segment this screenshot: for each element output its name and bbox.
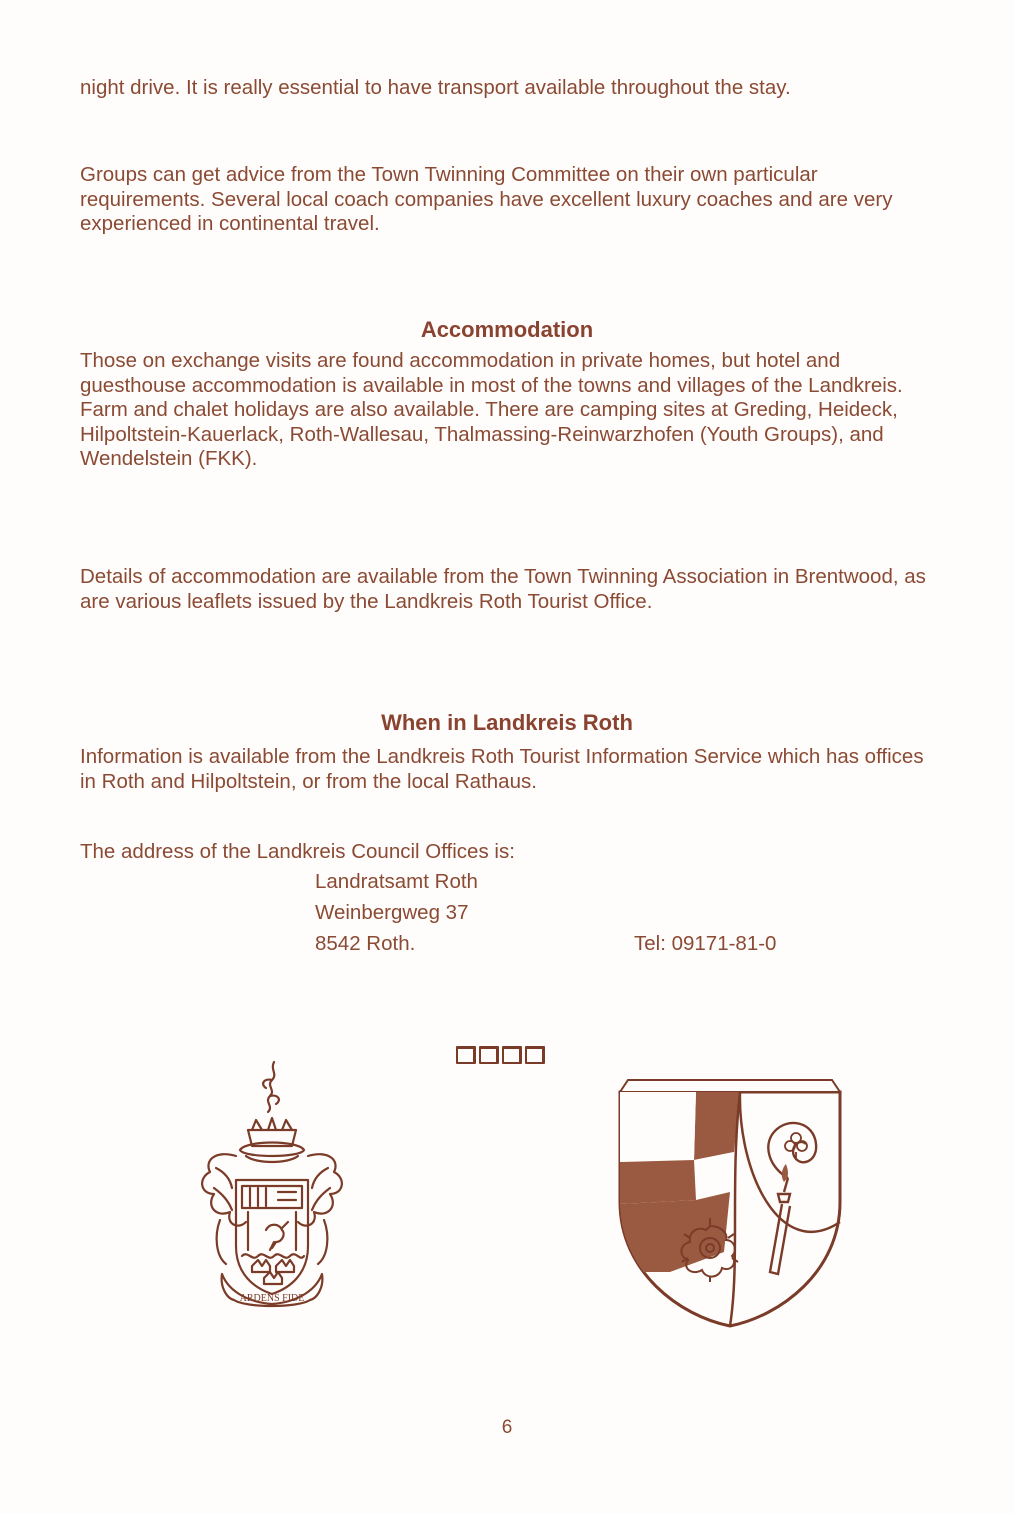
landkreis-paragraph-1: Information is available from the Landkreis Roth Tourist Information Service which has offices in Roth and Hilpoltstein, or from the local Rathaus.	[80, 745, 924, 793]
accommodation-heading: Accommodation	[420, 317, 594, 342]
page-number: 6	[501, 1417, 513, 1438]
section-divider-squares	[456, 1046, 545, 1064]
address-line-2: Weinbergweg 37	[315, 901, 469, 924]
telephone-number: Tel: 09171-81-0	[634, 932, 777, 955]
landkreis-roth-coat-of-arms-icon	[610, 1072, 850, 1330]
divider-square	[456, 1046, 476, 1064]
crest-motto: ARDENS FIDE	[239, 1293, 305, 1304]
divider-square	[502, 1046, 522, 1064]
divider-square	[525, 1046, 545, 1064]
address-intro: The address of the Landkreis Council Offices is:	[80, 840, 515, 863]
address-line-1: Landratsamt Roth	[315, 870, 478, 893]
accommodation-paragraph-2: Details of accommodation are available from the Town Twinning Association in Brentwood, as are various leaflets issued by the Landkreis Roth Tourist Office.	[80, 565, 926, 613]
landkreis-heading: When in Landkreis Roth	[381, 710, 633, 735]
intro-paragraph-2: Groups can get advice from the Town Twinning Committee on their own particular requirements. Several local coach companies have excellent luxury coaches and are very experienced in continental travel.	[80, 163, 893, 235]
accommodation-paragraph-1: Those on exchange visits are found accommodation in private homes, but hotel and guesthouse accommodation is available in most of the towns and villages of the Landkreis. Farm and chalet holidays are also available. There are camping sites at Greding, Heideck, Hilpoltstein-Kauerlack, Roth-Wallesau, Thalmassing-Reinwarzhofen (Youth Groups), and Wendelstein (FKK).	[80, 349, 903, 470]
divider-square	[479, 1046, 499, 1064]
address-line-3: 8542 Roth.	[315, 932, 416, 955]
brentwood-coat-of-arms-icon	[186, 1060, 358, 1310]
intro-paragraph-1: night drive. It is really essential to have transport available throughout the stay.	[80, 76, 791, 99]
